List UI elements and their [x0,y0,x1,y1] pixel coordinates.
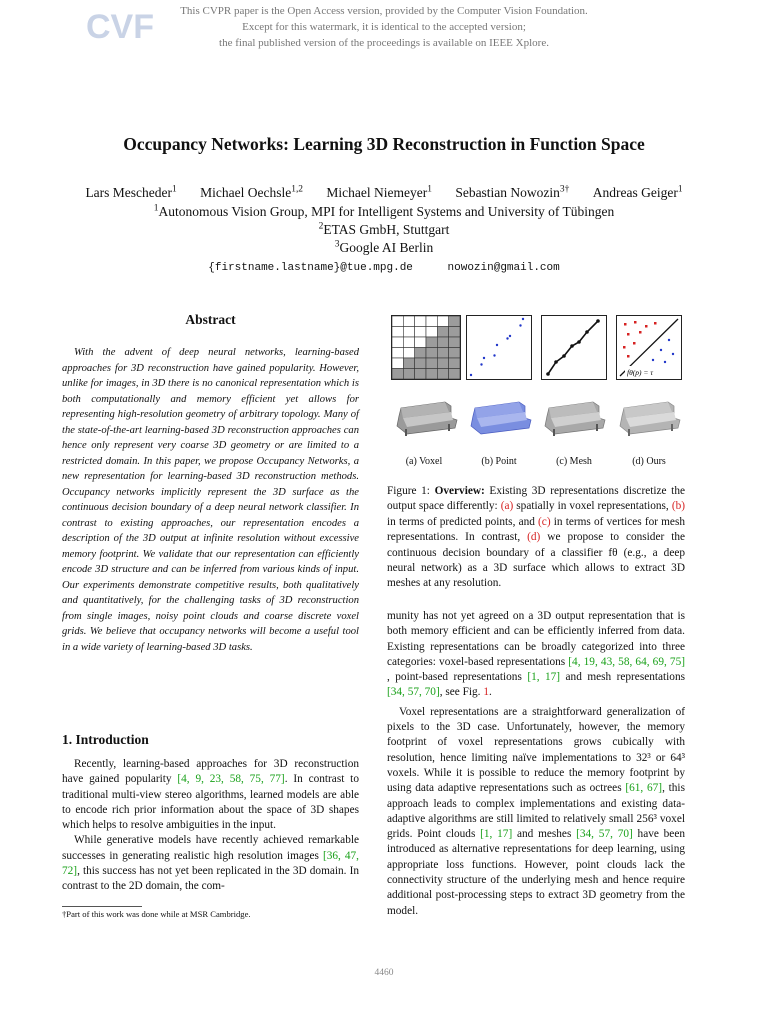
point-sample [522,318,524,320]
email[interactable]: nowozin@gmail.com [447,262,560,274]
figure-ref[interactable]: (a) [500,500,514,513]
email[interactable]: {firstname.lastname}@tue.mpg.de [208,262,413,274]
subfigure-label-voxel: (a) Voxel [405,456,443,467]
paragraph: While generative models have recently achieved remarkable successes in generating realistic high resolution images [36, 47, 72], this success has not yet been replicated in the 3D domain. In contrast to the 2D domain, the com- [62,834,359,893]
voxel-cell [403,348,414,359]
paper-title: Occupancy Networks: Learning 3D Reconstruction in Function Space [123,134,645,154]
citation-link[interactable]: [34, 57, 70] [387,686,440,699]
point-panel [466,315,532,380]
voxel-cell [437,348,448,359]
footnote: †Part of this work was done while at MSR Cambridge. [62,909,251,919]
occupancy-panel [616,315,682,380]
figure-caption: Figure 1: Overview: Existing 3D representations discretize the output space differently: (a) spatially in voxel representations, (b) in terms of predicted points, and (c) in terms of vertices for mesh representations. In contrast, (d) we propose to consider the continuous decision boundary of a classifier fθ (e.g., a deep neural network) as a 3D surface which allows to extract 3D meshes at any resolution. [387,485,685,590]
watermark-line-2: Except for this watermark, it is identical to the accepted version; [242,21,526,33]
section-heading-introduction: 1. Introduction [62,732,149,747]
mesh-edge [548,321,598,374]
voxel-cell [449,337,460,348]
affiliation: $^3$Google AI Berlin [334,239,434,255]
subfigure-label-ours: (d) Ours [632,456,666,467]
voxel-cell [449,348,460,359]
point-sample [519,324,521,326]
voxel-cell [415,358,426,369]
free-points [643,339,674,369]
citation-link[interactable]: [61, 67] [625,782,663,795]
voxel-cell [426,358,437,369]
voxel-cell [449,358,460,369]
page-number: 4460 [374,968,394,978]
voxel-grid-panel [391,315,461,380]
author: Andreas Geiger$^1$ [592,184,683,200]
author: Michael Niemeyer$^1$ [326,184,432,200]
voxel-cell [415,337,426,348]
voxel-cell [415,316,426,327]
subfigure-label-mesh: (c) Mesh [556,456,592,467]
sofa-voxel-render [393,396,459,438]
voxel-cell [415,348,426,359]
introduction-body [62,757,359,895]
voxel-cell [437,316,448,327]
voxel-cell [426,337,437,348]
footnote-divider [62,906,142,907]
voxel-cell [426,369,437,380]
paragraph: Voxel representations are a straightforward generalization of pixels to the 3D case. Unfortunately, however, the memory footprint of voxel representations grows cubically with resolution, hence limiting naïve implementations to 32³ or 64³ voxels. While it is possible to reduce the memory footprint by using data adaptive representations such as octrees [61, 67], this approach leads to complex implementations and existing data-adaptive algorithms are still limited to relatively small 256³ voxel grids. Point clouds [1, 17] and meshes [34, 57, 70] have been introduced as alternative representations for deep learning, using appropriate loss functions. However, point clouds lack the connectivity structure of the underlying mesh and hence require additional post-processing steps to extract 3D geometry from the model. [387,705,685,917]
citation-link[interactable]: [4, 19, 43, 58, 64, 69, 75] [568,655,685,668]
voxel-cell [449,327,460,338]
figure-ref[interactable]: (d) [527,531,541,544]
affiliation: $^2$ETAS GmbH, Stuttgart [318,221,450,237]
point-sample [496,344,498,346]
mesh-panel [541,315,607,380]
citation-link[interactable]: [1, 17] [480,828,513,841]
voxel-cell [403,358,414,369]
citation-link[interactable]: [4, 9, 23, 58, 75, 77] [177,773,285,786]
watermark-line-1: This CVPR paper is the Open Access version, provided by the Computer Vision Foundation. [180,5,588,17]
voxel-cell [437,369,448,380]
cvf-logo-text: CVF [86,8,154,46]
voxel-cell [392,358,403,369]
email-line [0,262,768,274]
point-sample [480,363,482,365]
sofa-ours-render [616,396,682,438]
voxel-cell [426,348,437,359]
author: Sebastian Nowozin$^{3\dagger}$ [455,184,570,200]
voxel-cell [415,327,426,338]
figure-ref[interactable]: (c) [538,515,551,528]
voxel-cell [392,369,403,380]
author: Michael Oechsle$^{1,2}$ [200,184,304,200]
right-column-body [387,609,685,919]
voxel-cell [426,316,437,327]
voxel-cell [449,369,460,380]
point-sample [509,335,511,337]
voxel-cell [437,358,448,369]
citation-link[interactable]: [1, 17] [527,671,561,684]
citation-link[interactable]: [36, 47, 72] [62,849,359,878]
voxel-cell [392,337,403,348]
sofa-mesh-render [541,396,607,438]
voxel-cell [437,337,448,348]
voxel-cell [415,369,426,380]
voxel-cell [403,327,414,338]
voxel-cell [403,369,414,380]
point-sample [470,374,472,376]
sofa-point-render [467,396,533,438]
point-samples [470,318,524,376]
citation-link[interactable]: [34, 57, 70] [576,828,633,841]
figure-ref[interactable]: 1 [483,686,489,699]
voxel-cell [392,327,403,338]
abstract-heading: Abstract [185,312,236,327]
point-sample [506,337,508,339]
voxel-cell [392,348,403,359]
voxel-cell [403,316,414,327]
watermark-line-3: the final published version of the proceedings is available on IEEE Xplore. [219,37,549,49]
voxel-grid [392,316,460,379]
abstract-text: With the advent of deep neural networks, learning-based approaches for 3D reconstruction have gained popularity. However, unlike for images, in 3D there is no canonical representation which is both computationally and memory efficient yet allows for representing high-resolution geometry of arbitrary topology. Many of the state-of-the-art learning-based 3D reconstruction approaches can hence only represent very coarse 3D geometry or are limited to a restricted domain. In this paper, we propose Occupancy Networks, a new representation for learning-based 3D reconstruction methods. Occupancy networks implicitly represent the 3D surface as the continuous decision boundary of a deep neural network classifier. In contrast to existing approaches, our representation encodes a description of the 3D output at infinite resolution without excessive memory footprint. We validate that our representation can efficiently encode 3D structure and can be inferred from various kinds of input. Our experiments demonstrate competitive results, both qualitatively and quantitatively, for the challenging tasks of 3D reconstruction from single images, noisy point clouds and coarse discrete voxel grids. We believe that occupancy networks will become a useful tool in a wide variety of learning-based 3D tasks. [62,347,359,653]
voxel-cell [437,327,448,338]
author-list [0,185,768,201]
point-sample [493,354,495,356]
voxel-cell [403,337,414,348]
paragraph: Recently, learning-based approaches for 3D reconstruction have gained popularity [4, 9, 23, 58, 75, 77]. In contrast to traditional multi-view stereo algorithms, learned models are able to encode rich prior information about the space of 3D shapes which helps to resolve ambiguities in the input. [62,758,359,832]
occupied-points [623,321,657,358]
point-sample [483,357,485,359]
voxel-cell [426,327,437,338]
subfigure-label-point: (b) Point [481,456,517,467]
decision-function-label: fθ(p) = τ [627,368,654,377]
watermark [0,3,768,51]
affiliation: $^1$Autonomous Vision Group, MPI for Intelligent Systems and University of Tübingen [153,203,615,219]
author: Lars Mescheder$^1$ [85,184,177,200]
voxel-cell [449,316,460,327]
figure-ref[interactable]: (b) [671,500,685,513]
paragraph: munity has not yet agreed on a 3D output representation that is both memory efficient and can be efficiently inferred from data. Existing representations can be broadly categorized into three categories: voxel-based representations [4, 19, 43, 58, 64, 69, 75] , point-based representations [1, 17] and mesh representations [34, 57, 70], see Fig. 1. [387,610,686,699]
voxel-cell [392,316,403,327]
